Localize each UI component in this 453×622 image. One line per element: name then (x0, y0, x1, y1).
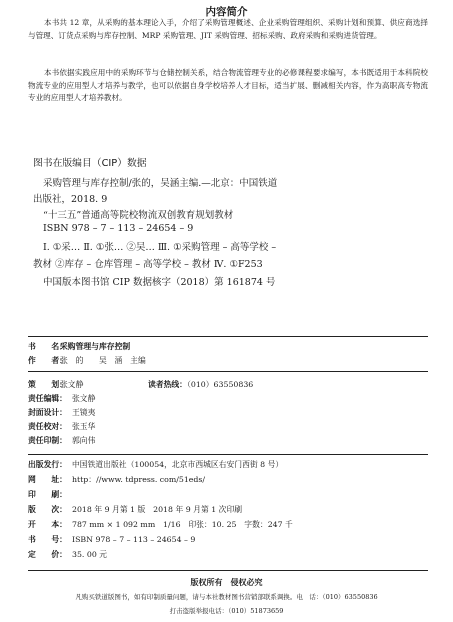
hotline-label: 读者热线： (148, 380, 187, 389)
book-title-label: 书 名： (28, 342, 67, 351)
cip-heading: 图书在版编目（CIP）数据 (33, 158, 147, 169)
intro-paragraph: 本书依据实践应用中的采购环节与仓储控制关系，结合物流管理专业的必修课程要求编写，本书既适用于本科院校物流专业的应用型人才培养与教学，也可以依据自身学校培养人才目标，适当扩展、删减相关内容，作为高职高专物流专业的应用型人才培养教材。 (28, 68, 428, 103)
edition-row (28, 504, 242, 515)
website-label: 网 址： (28, 475, 67, 484)
planner-value: 张文静 (60, 380, 84, 389)
proofreader-row (28, 421, 95, 432)
proofreader-label: 责任校对： (28, 422, 67, 431)
isbn-label: 书 号： (28, 535, 67, 544)
book-author-label: 作 者： (28, 356, 67, 365)
website-row (28, 474, 205, 485)
intro-paragraph: 本书共 12 章，从采购的基本理论入手，介绍了采购管理概述、企业采购管理组织、采购计划和预算、供应商选择与管理、订货点采购与库存控制、MRP 采购管理、JIT 采购管理、招标采购、政府采购和采购进货管理。 (28, 18, 428, 40)
cip-line: 教材 ②库存 – 仓库管理 – 高等学校 – 教材 Ⅳ. ①F253 (33, 259, 263, 270)
cip-line: 中国版本图书馆 CIP 数据核字（2018）第 161874 号 (43, 277, 276, 288)
divider (28, 454, 428, 455)
format-row (28, 519, 293, 530)
format-value: 787 mm × 1 092 mm 1/16 印张：10. 25 字数：247 千 (72, 520, 293, 529)
cover-designer-label: 封面设计： (28, 408, 67, 417)
print-manager-label: 责任印制： (28, 436, 67, 445)
book-author-row (28, 355, 146, 366)
publisher-row (28, 459, 283, 470)
piracy-hotline: 打击盗版举报电话：（010）51873659 (169, 607, 284, 615)
editor-label: 责任编辑： (28, 394, 67, 403)
cip-line: 出版社，2018. 9 (33, 194, 108, 205)
publisher-label: 出版发行： (28, 460, 67, 469)
cip-line: Ⅰ. ①采… Ⅱ. ①张… ②吴… Ⅲ. ①采购管理 – 高等学校 – (43, 242, 277, 253)
book-author-value: 张 的 吴 涵 主编 (60, 356, 146, 365)
price-label: 定 价： (28, 550, 67, 559)
cip-line: ISBN 978 – 7 – 113 – 24654 – 9 (43, 223, 194, 234)
exchange-notice: 凡购买铁道版图书，如有印制质量问题，请与本社教材图书营销部联系调换。电 话：（010）63550836 (75, 593, 378, 601)
proofreader-value: 张玉华 (72, 422, 96, 431)
intro-title: 内容简介 (205, 6, 248, 18)
cip-line: “十三五”普通高等院校物流双创教育规划教材 (43, 210, 234, 221)
edition-label: 版 次： (28, 505, 67, 514)
divider (28, 336, 428, 337)
printer-label: 印 刷： (28, 490, 67, 499)
price-value: 35. 00 元 (72, 550, 108, 559)
planner-label: 策 划： (28, 380, 67, 389)
divider (28, 570, 428, 571)
hotline-row (148, 379, 253, 390)
format-label: 开 本： (28, 520, 67, 529)
planner-row (28, 379, 83, 390)
copyright-notice: 版权所有 侵权必究 (190, 578, 263, 587)
price-row (28, 549, 107, 560)
edition-value: 2018 年 9 月第 1 版 2018 年 9 月第 1 次印刷 (72, 505, 243, 514)
cover-designer-value: 王镜夷 (72, 408, 96, 417)
print-manager-value: 郭向伟 (72, 436, 96, 445)
hotline-value: （010）63550836 (186, 380, 254, 389)
isbn-value: ISBN 978 – 7 – 113 – 24654 – 9 (72, 535, 196, 544)
website-value: http：//www. tdpress. com/51eds/ (72, 475, 206, 484)
editor-row (28, 393, 95, 404)
book-title-value: 采购管理与库存控制 (60, 342, 131, 351)
print-manager-row (28, 435, 95, 446)
isbn-row (28, 534, 195, 545)
divider (28, 371, 428, 372)
printer-row (28, 489, 72, 500)
publisher-value: 中国铁道出版社（100054，北京市西城区右安门西街 8 号） (72, 460, 284, 469)
editor-value: 张文静 (72, 394, 96, 403)
cover-designer-row (28, 407, 95, 418)
book-title-row (28, 341, 130, 352)
cip-line: 采购管理与库存控制/张的，吴涵主编.—北京：中国铁道 (43, 178, 278, 189)
